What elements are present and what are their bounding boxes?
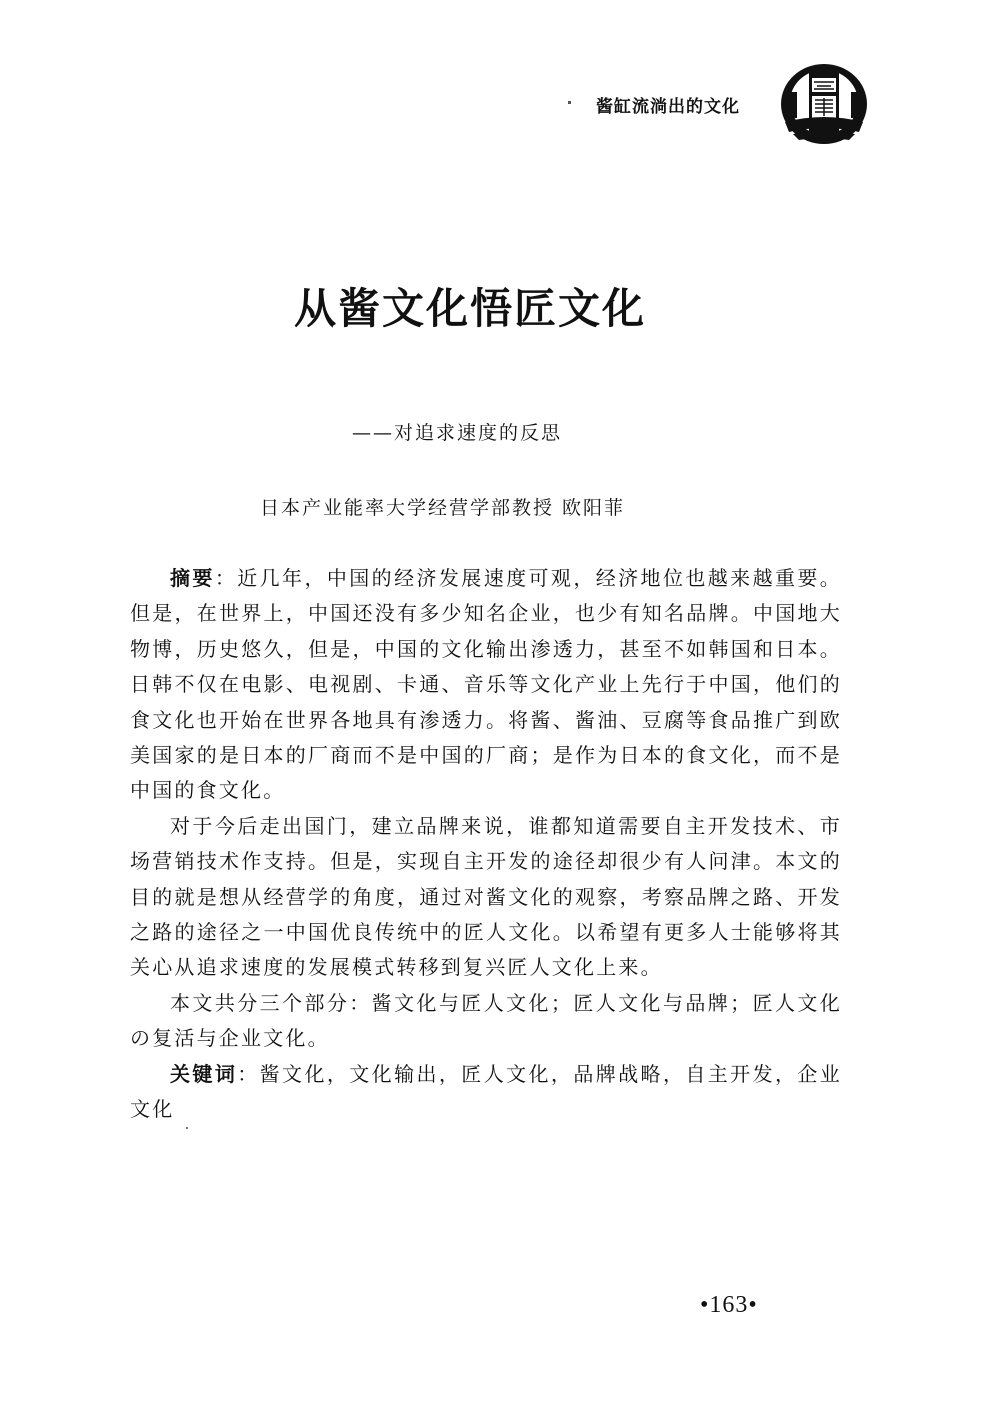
abstract-paragraph-1 bbox=[130, 561, 842, 809]
abstract-paragraph-2: 对于今后走出国门，建立品牌来说，谁都知道需要自主开发技术、市场营销技术作支持。但是，实现自主开发的途径却很少有人问津。本文的目的就是想从经营学的角度，通过对酱文化的观察，考察品牌之路、开发之路的途径之一中国优良传统中的匠人文化。以希望有更多人士能够将其关心从追求速度的发展模式转移到复兴匠人文化上来。 bbox=[130, 813, 842, 980]
scan-artifact-dot bbox=[186, 1127, 188, 1129]
abstract-label: 摘要 bbox=[170, 566, 215, 590]
abstract-paragraph-3: 本文共分三个部分：酱文化与匠人文化；匠人文化与品牌；匠人文化の复活与企业文化。 bbox=[130, 990, 842, 1051]
running-header-title: 酱缸流淌出的文化 bbox=[596, 97, 740, 117]
keywords-label: 关键词 bbox=[170, 1061, 238, 1086]
keywords-paragraph bbox=[130, 1057, 842, 1128]
vessel-emblem-icon bbox=[779, 62, 869, 146]
author-line: 日本产业能率大学经营学部教授 欧阳菲 bbox=[260, 497, 626, 519]
article-title: 从酱文化悟匠文化 bbox=[293, 284, 646, 333]
article-subtitle: ——对追求速度的反思 bbox=[352, 422, 563, 444]
abstract-body bbox=[130, 561, 842, 1128]
keywords-text: ：酱文化，文化输出，匠人文化，品牌战略，自主开发，企业文化 bbox=[130, 1061, 842, 1122]
abstract-paragraph-1-text: ：近几年，中国的经济发展速度可观，经济地位也越来越重要。但是，在世界上，中国还没有多少知名企业，也少有知名品牌。中国地大物博，历史悠久，但是，中国的文化输出渗透力，甚至不如韩国和日本。日韩不仅在电影、电视剧、卡通、音乐等文化产业上先行于中国，他们的食文化也开始在世界各地具有渗透力。将酱、酱油、豆腐等食品推广到欧美国家的是日本的厂商而不是中国的厂商；是作为日本的食文化，而不是中国的食文化。 bbox=[130, 566, 842, 803]
page-number: •163• bbox=[700, 1292, 758, 1318]
header-rule-dot bbox=[568, 101, 571, 104]
